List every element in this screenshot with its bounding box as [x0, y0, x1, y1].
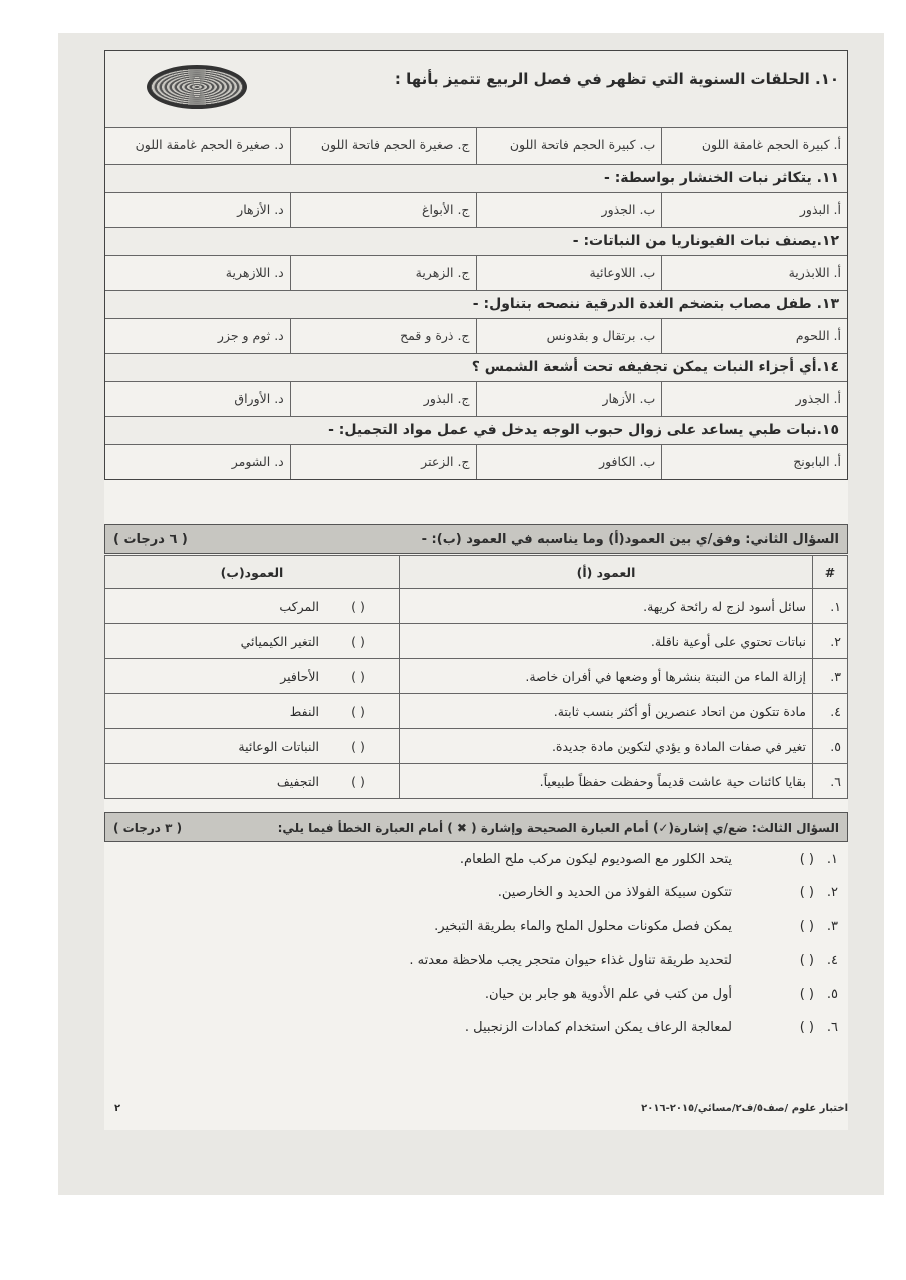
- answer-blank[interactable]: ( ): [351, 633, 365, 649]
- answer-blank[interactable]: ( ): [351, 738, 365, 754]
- options-row: [105, 445, 847, 479]
- question-2-marks: ( ٦ درجات ): [113, 532, 188, 547]
- page-number: ٢: [114, 1103, 121, 1114]
- tree-rings-image: [147, 65, 247, 109]
- option-a: أ. اللابذرية: [661, 256, 847, 290]
- row-number: ٥.: [813, 729, 848, 764]
- answer-blank[interactable]: ( ): [799, 1020, 814, 1035]
- row-number: ١.: [813, 589, 848, 624]
- question-2-title: السؤال الثاني: وفق/ي بين العمود(أ) وما يناسبه في العمود (ب): -: [421, 532, 839, 547]
- col-a-cell: تغير في صفات المادة و يؤدي لتكوين مادة جديدة.: [400, 729, 813, 764]
- item-number: ٦.: [826, 1020, 838, 1035]
- col-b-text: النباتات الوعائية: [238, 738, 320, 754]
- question-10: [105, 51, 847, 128]
- question-12: ١٢.يصنف نبات الفيوناريا من النباتات: -: [105, 228, 847, 256]
- col-number-header: #: [813, 556, 848, 589]
- option-b: ب. برتقال و بقدونس: [476, 319, 662, 353]
- col-a-cell: إزالة الماء من النبتة بنشرها أو وضعها في أفران خاصة.: [400, 659, 813, 694]
- col-b-cell: [105, 694, 400, 729]
- tf-item: [114, 883, 838, 903]
- answer-blank[interactable]: ( ): [351, 703, 365, 719]
- tf-item: [114, 951, 838, 971]
- table-row: [105, 729, 848, 764]
- answer-blank[interactable]: ( ): [351, 773, 365, 789]
- question-text: ١٠. الحلقات السنوية التي تظهر في فصل الربيع تتميز بأنها :: [394, 70, 839, 88]
- col-b-cell: [105, 659, 400, 694]
- table-header-row: [105, 556, 848, 589]
- option-d: د. صغيرة الحجم غامقة اللون: [135, 137, 284, 152]
- option-b: ب. الأزهار: [476, 382, 662, 416]
- options-row: [105, 193, 847, 228]
- question-13: ١٣. طفل مصاب بتضخم الغدة الدرقية ننصحه بتناول: -: [105, 291, 847, 319]
- option-d: د. الشومر: [231, 454, 284, 469]
- option-a: أ. الجذور: [661, 382, 847, 416]
- option-d: د. اللازهرية: [225, 265, 284, 280]
- question-15: ١٥.نبات طبي يساعد على زوال حبوب الوجه يدخل في عمل مواد التجميل: -: [105, 417, 847, 445]
- option-a: أ. البذور: [661, 193, 847, 227]
- option-b: ب. الجذور: [476, 193, 662, 227]
- col-b-text: النفط: [289, 703, 320, 719]
- col-b-cell: [105, 589, 400, 624]
- col-a-header: العمود (أ): [400, 556, 813, 589]
- question-11: ١١. يتكاثر نبات الخنشار بواسطة: -: [105, 165, 847, 193]
- answer-blank[interactable]: ( ): [799, 885, 814, 900]
- table-row: [105, 659, 848, 694]
- col-a-cell: مادة تتكون من اتحاد عنصرين أو أكثر بنسب ثابتة.: [400, 694, 813, 729]
- question-2-header: [104, 524, 848, 554]
- tf-item: [114, 917, 838, 937]
- item-text: يتحد الكلور مع الصوديوم ليكون مركب ملح الطعام.: [459, 852, 732, 867]
- exam-page: [104, 50, 848, 1130]
- table-row: [105, 694, 848, 729]
- table-row: [105, 624, 848, 659]
- col-b-header: العمود(ب): [105, 556, 400, 589]
- row-number: ٢.: [813, 624, 848, 659]
- answer-blank[interactable]: ( ): [351, 668, 365, 684]
- item-text: لمعالجة الرعاف يمكن استخدام كمادات الزنجبيل .: [464, 1020, 732, 1035]
- row-number: ٦.: [813, 764, 848, 799]
- col-b-text: التجفيف: [276, 773, 320, 789]
- option-b: ب. الكافور: [476, 445, 662, 479]
- tf-item: [114, 985, 838, 1005]
- answer-blank[interactable]: ( ): [799, 987, 814, 1002]
- col-a-cell: سائل أسود لزج له رائحة كريهة.: [400, 589, 813, 624]
- option-c: ج. الزعتر: [290, 445, 476, 479]
- option-c: ج. ذرة و قمح: [290, 319, 476, 353]
- item-text: تتكون سبيكة الفولاذ من الحديد و الخارصين.: [497, 885, 732, 900]
- row-number: ٤.: [813, 694, 848, 729]
- item-number: ٥.: [826, 987, 838, 1002]
- option-c: ج. الأبواغ: [290, 193, 476, 227]
- col-a-cell: بقايا كائنات حية عاشت قديماً وحفظت حفظاً طبيعياً.: [400, 764, 813, 799]
- item-text: لتحديد طريقة تناول غذاء حيوان متحجر يجب ملاحظة معدته .: [409, 953, 732, 968]
- options-row: [105, 382, 847, 417]
- options-row: [105, 319, 847, 354]
- table-row: [105, 764, 848, 799]
- answer-blank[interactable]: ( ): [799, 953, 814, 968]
- matching-table: [104, 555, 848, 799]
- col-b-text: التغير الكيميائي: [240, 633, 320, 649]
- option-d: د. الأوراق: [234, 391, 284, 406]
- col-b-text: المركب: [279, 598, 320, 614]
- option-c: ج. الزهرية: [290, 256, 476, 290]
- option-c: ج. صغيرة الحجم فاتحة اللون: [290, 128, 476, 164]
- col-a-cell: نباتات تحتوي على أوعية ناقلة.: [400, 624, 813, 659]
- option-c: ج. البذور: [290, 382, 476, 416]
- answer-blank[interactable]: ( ): [799, 919, 814, 934]
- option-d: د. الأزهار: [237, 202, 284, 217]
- col-b-cell: [105, 624, 400, 659]
- mc-questions-table: [104, 50, 848, 480]
- row-number: ٣.: [813, 659, 848, 694]
- item-number: ٢.: [826, 885, 838, 900]
- col-b-cell: [105, 764, 400, 799]
- question-3-title: السؤال الثالث: ضع/ي إشارة(✓) أمام العبارة الصحيحة وإشارة ( ✖ ) أمام العبارة الخطأ فيما يلي:: [277, 821, 839, 835]
- exam-footer: اختبار علوم /صف٥/ف٢/مسائي/٢٠١٥-٢٠١٦: [641, 1103, 848, 1114]
- item-number: ١.: [826, 852, 838, 867]
- table-row: [105, 589, 848, 624]
- options-row: [105, 128, 847, 165]
- item-text: أول من كتب في علم الأدوية هو جابر بن حيان.: [484, 987, 732, 1002]
- tf-item: [114, 1018, 838, 1038]
- option-a: أ. اللحوم: [661, 319, 847, 353]
- answer-blank[interactable]: ( ): [799, 852, 814, 867]
- item-text: يمكن فصل مكونات محلول الملح والماء بطريقة التبخير.: [434, 919, 732, 934]
- option-a: أ. كبيرة الحجم غامقة اللون: [661, 128, 847, 164]
- question-14: ١٤.أي أجزاء النبات يمكن تجفيفه تحت أشعة الشمس ؟: [105, 354, 847, 382]
- answer-blank[interactable]: ( ): [351, 598, 365, 614]
- col-b-cell: [105, 729, 400, 764]
- item-number: ٣.: [826, 919, 838, 934]
- options-row: [105, 256, 847, 291]
- col-b-text: الأحافير: [280, 668, 320, 684]
- option-a: أ. البابونج: [661, 445, 847, 479]
- item-number: ٤.: [826, 953, 838, 968]
- tf-item: [114, 850, 838, 870]
- question-3-marks: ( ٣ درجات ): [113, 821, 183, 835]
- question-3-header: [104, 812, 848, 842]
- option-b: ب. اللاوعائية: [476, 256, 662, 290]
- option-b: ب. كبيرة الحجم فاتحة اللون: [476, 128, 662, 164]
- option-d: د. ثوم و جزر: [217, 328, 284, 343]
